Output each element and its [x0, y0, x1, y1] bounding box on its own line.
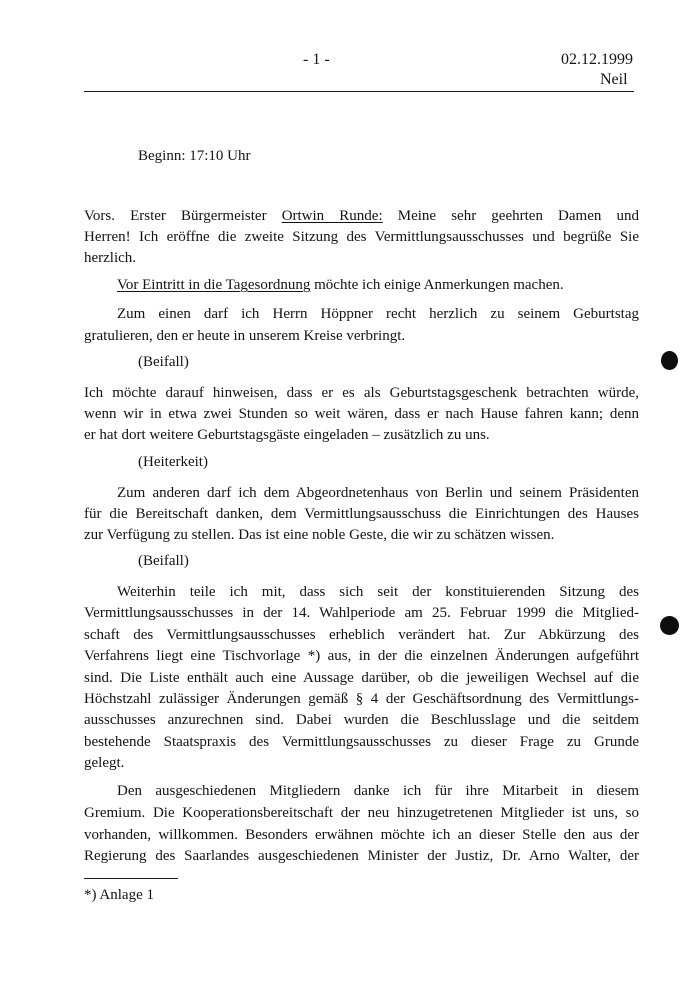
- agenda-heading: Vor Eintritt in die Tagesordnung: [117, 277, 311, 293]
- para4-line2: wenn wir in etwa zwei Stunden so weit wären, dass er nach Hause fahren kann; denn: [84, 406, 639, 422]
- para3-line2: gratulieren, den er heute in unserem Kreise verbringt.: [84, 328, 406, 344]
- para1-line3: herzlich.: [84, 250, 137, 266]
- para6-line7: ausschusses anzurechnen sind. Dabei wurden die Beschlusslage und die seitdem: [84, 712, 639, 728]
- para3-line1: Zum einen darf ich Herrn Höppner recht herzlich zu seinem Geburtstag: [117, 306, 639, 322]
- para5-line2: für die Bereitschaft danken, dem Vermittlungsausschuss die Einrichtungen des Hauses: [84, 506, 639, 522]
- punch-hole-icon: [660, 616, 679, 635]
- para7-line2: Gremium. Die Kooperationsbereitschaft der neu hinzugetretenen Mitglieder ist uns, so: [84, 805, 639, 821]
- beifall-1: (Beifall): [138, 354, 189, 370]
- para5-line3: zur Verfügung zu stellen. Das ist eine noble Geste, die wir zu schätzen wissen.: [84, 527, 555, 543]
- para1-line1: [84, 206, 639, 226]
- speaker-name: Ortwin Runde:: [281, 208, 383, 224]
- para6-line6: Höchstzahl zulässiger Änderungen gemäß § 4 der Geschäftsordnung des Vermittlungs-: [84, 691, 639, 707]
- para6-line2: Vermittlungsausschusses in der 14. Wahlperiode am 25. Februar 1999 die Mitglied-: [84, 605, 639, 621]
- para6-line1: Weiterhin teile ich mit, dass sich seit der konstituierenden Sitzung des: [117, 584, 639, 600]
- heiterkeit: (Heiterkeit): [138, 454, 208, 470]
- punch-hole-icon: [661, 351, 678, 370]
- para1-prefix: Vors. Erster Bürgermeister: [84, 208, 282, 224]
- para2-rest: möchte ich einige Anmerkungen machen.: [310, 277, 564, 293]
- para1-line2: Herren! Ich eröffne die zweite Sitzung des Vermittlungsausschusses und begrüße Sie: [84, 229, 639, 245]
- para6-line8: bestehende Staatspraxis des Vermittlungsausschusses zu dieser Frage zu Grunde: [84, 734, 639, 750]
- para1-suffix: Meine sehr geehrten Damen und: [382, 208, 639, 224]
- footnote: *) Anlage 1: [84, 887, 154, 903]
- header-author: Neil: [600, 71, 628, 88]
- para6-line4: Verfahrens liegt eine Tischvorlage *) aus, in der die einzelnen Änderungen aufgeführt: [84, 648, 639, 664]
- para7-line1: Den ausgeschiedenen Mitgliedern danke ich für ihre Mitarbeit in diesem: [117, 783, 639, 799]
- header-rule: [84, 91, 634, 92]
- session-start: Beginn: 17:10 Uhr: [138, 148, 251, 164]
- beifall-2: (Beifall): [138, 553, 189, 569]
- page-number: - 1 -: [303, 51, 330, 68]
- para6-line3: schaft des Vermittlungsausschusses erheblich verändert hat. Zur Abkürzung des: [84, 627, 639, 643]
- para4-line1: Ich möchte darauf hinweisen, dass er es als Geburtstagsgeschenk betrachten würde,: [84, 385, 639, 401]
- para5-line1: Zum anderen darf ich dem Abgeordnetenhaus von Berlin und seinem Präsidenten: [117, 485, 639, 501]
- footnote-rule: [84, 878, 178, 879]
- para4-line3: er hat dort weitere Geburtstagsgäste eingeladen – zusätzlich zu uns.: [84, 427, 490, 443]
- header-date: 02.12.1999: [561, 51, 633, 68]
- para7-line3: vorhanden, willkommen. Besonders erwähnen möchte ich an dieser Stelle den aus der: [84, 827, 639, 843]
- para6-line9: gelegt.: [84, 755, 125, 771]
- para2-line: [117, 275, 617, 295]
- para6-line5: sind. Die Liste enthält auch eine Aussage darüber, ob die jeweiligen Wechsel auf die: [84, 670, 639, 686]
- para7-line4: Regierung des Saarlandes ausgeschiedenen Minister der Justiz, Dr. Arno Walter, der: [84, 848, 639, 864]
